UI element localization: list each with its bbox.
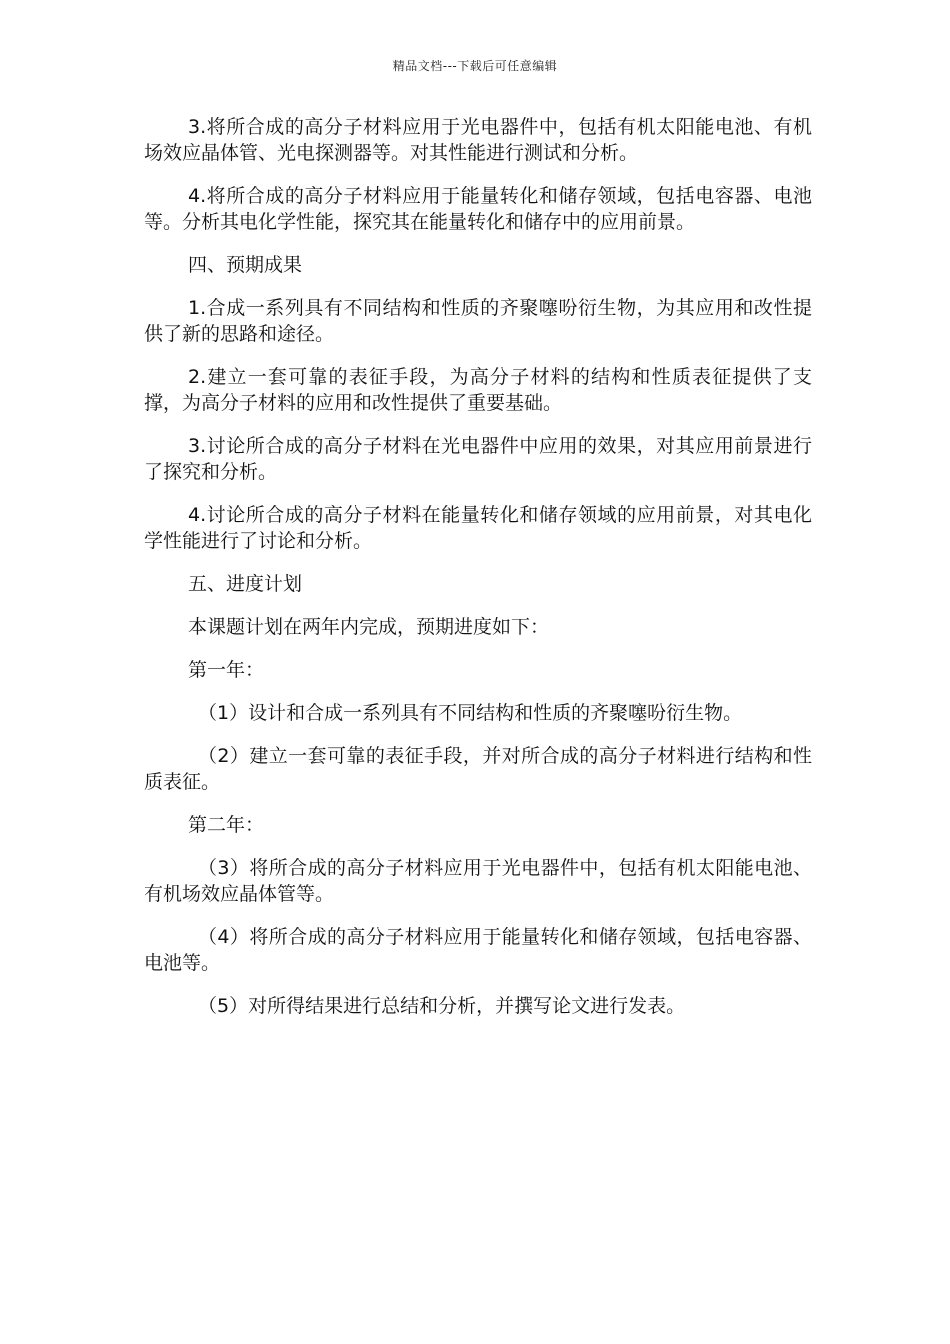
year-two-heading: 第二年： [188, 814, 265, 836]
schedule-task-2: （2）建立一套可靠的表征手段，并对所合成的高分子材料进行结构和性质表征。 [144, 745, 812, 793]
document-body [144, 114, 812, 1036]
section-heading-expected-results: 四、预期成果 [188, 254, 303, 276]
page-header: 精品文档---下载后可任意编辑 [392, 59, 558, 73]
result-item-4: 4.讨论所合成的高分子材料在能量转化和储存领域的应用前景，对其电化学性能进行了讨论和分析。 [144, 504, 812, 552]
year-one-heading: 第一年： [188, 659, 265, 681]
section-heading-schedule: 五、进度计划 [188, 573, 303, 595]
result-item-3: 3.讨论所合成的高分子材料在光电器件中应用的效果，对其应用前景进行了探究和分析。 [144, 435, 812, 483]
paragraph-item-4-energy: 4.将所合成的高分子材料应用于能量转化和储存领域，包括电容器、电池等。分析其电化学性能，探究其在能量转化和储存中的应用前景。 [144, 185, 812, 233]
schedule-task-1: （1）设计和合成一系列具有不同结构和性质的齐聚噻吩衍生物。 [198, 702, 743, 724]
schedule-intro: 本课题计划在两年内完成，预期进度如下： [188, 616, 550, 638]
schedule-task-3: （3）将所合成的高分子材料应用于光电器件中，包括有机太阳能电池、有机场效应晶体管等。 [144, 857, 812, 905]
paragraph-item-3-devices: 3.将所合成的高分子材料应用于光电器件中，包括有机太阳能电池、有机场效应晶体管、光电探测器等。对其性能进行测试和分析。 [144, 116, 812, 164]
result-item-2: 2.建立一套可靠的表征手段，为高分子材料的结构和性质表征提供了支撑，为高分子材料的应用和改性提供了重要基础。 [144, 366, 812, 414]
result-item-1: 1.合成一系列具有不同结构和性质的齐聚噻吩衍生物，为其应用和改性提供了新的思路和途径。 [144, 297, 812, 345]
schedule-task-4: （4）将所合成的高分子材料应用于能量转化和储存领域，包括电容器、电池等。 [144, 926, 812, 974]
schedule-task-5: （5）对所得结果进行总结和分析，并撰写论文进行发表。 [198, 995, 686, 1017]
